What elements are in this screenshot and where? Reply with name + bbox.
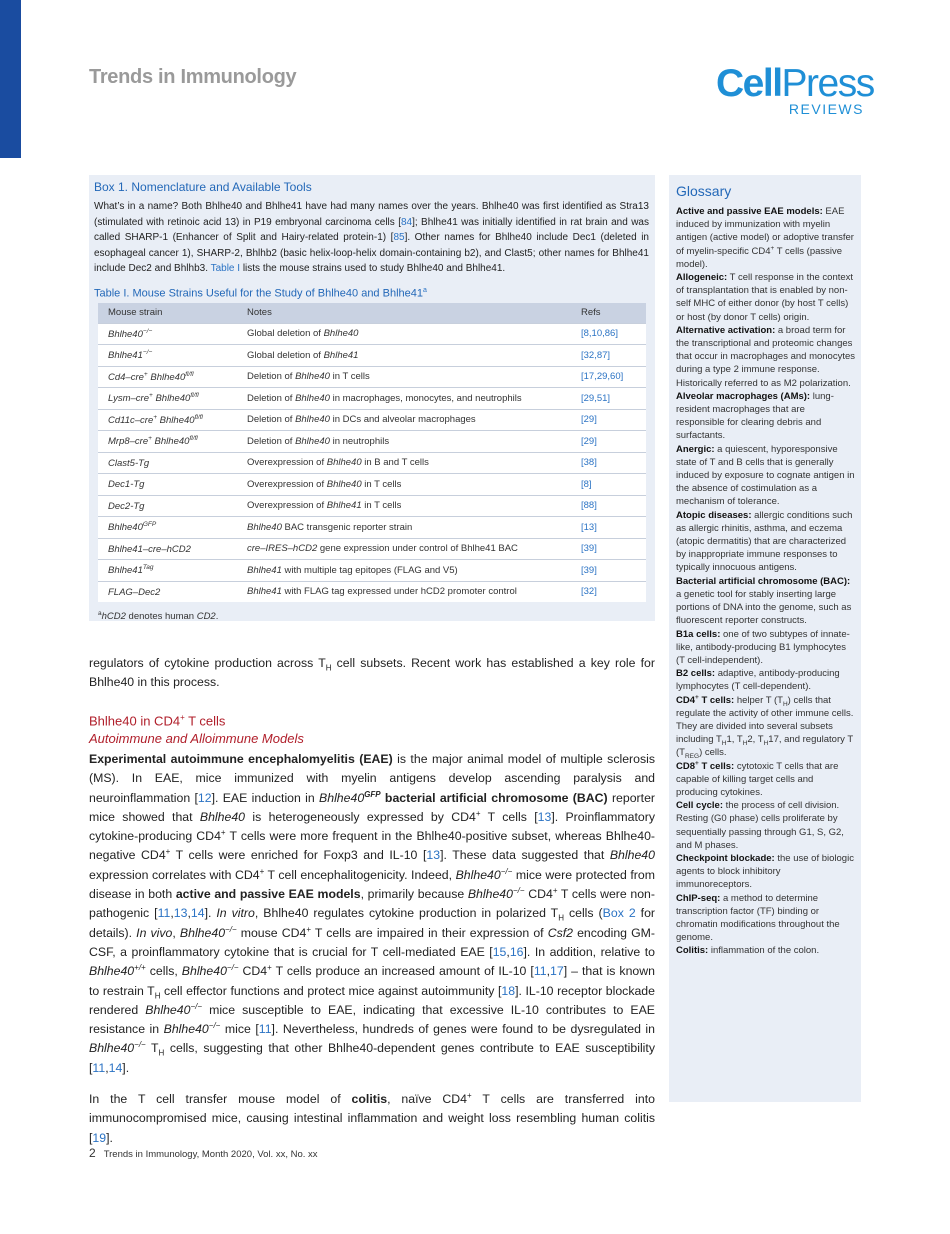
ref-link[interactable]: 17 xyxy=(550,964,564,979)
refs-cell[interactable]: [13] xyxy=(571,517,646,539)
text-run: CD8 xyxy=(676,760,696,772)
text-run: H xyxy=(721,740,727,748)
text-run: Bacterial artificial chromosome (BAC): xyxy=(676,575,851,587)
text-run: adaptive, antibody-producing lymphocytes (T cell-dependent). xyxy=(676,668,840,693)
text-run: GFP xyxy=(364,789,381,799)
text-run: + xyxy=(695,693,699,701)
text-run: + xyxy=(695,759,699,767)
ref-link[interactable]: 12 xyxy=(197,790,212,805)
text-run: ) cells. xyxy=(699,747,727,759)
text-run: Alveolar macrophages (AMs): xyxy=(676,390,811,402)
notes-cell: Deletion of Bhlhe40 in neutrophils xyxy=(237,431,571,453)
text-run: Bhlhe40 xyxy=(609,848,655,863)
text-run: +/+ xyxy=(134,963,146,973)
text-run: , xyxy=(187,906,191,921)
glossary-entry xyxy=(676,799,855,852)
text-run: + xyxy=(165,847,171,857)
text-run: + xyxy=(259,866,265,876)
text-run: inflammation of the colon. xyxy=(708,945,820,957)
glossary-entry xyxy=(676,205,855,271)
text-run: T cells (passive model). xyxy=(676,245,843,270)
text-run: + xyxy=(475,808,481,818)
text-run: + xyxy=(467,1090,472,1100)
text-run: for details). xyxy=(89,906,656,940)
table-row xyxy=(98,517,646,539)
text-run: , Bhlhe40 regulates cytokine production in polarized T xyxy=(254,906,559,921)
ref-link[interactable]: Box 2 xyxy=(602,906,636,921)
table-row xyxy=(98,431,646,453)
text-run: , xyxy=(105,1060,109,1075)
text-run: T cells: xyxy=(698,694,735,706)
strain-cell: $Bhlhe41^{Tag}$ xyxy=(98,560,237,582)
table-row xyxy=(98,345,646,367)
text-run: B2 cells: xyxy=(676,668,716,680)
table-footnote-mark[interactable]: a xyxy=(422,286,427,294)
text-run: CD4 xyxy=(238,964,268,979)
notes-cell: Global deletion of Bhlhe40 xyxy=(237,323,571,345)
text-run: −/− xyxy=(513,885,525,895)
refs-cell[interactable]: [38] xyxy=(571,452,646,474)
page-number: 2 xyxy=(89,1146,96,1160)
logo-cell-text: Cell xyxy=(716,62,782,105)
text-run: CD4 xyxy=(524,887,553,902)
refs-cell[interactable]: [39] xyxy=(571,560,646,582)
text-run: Alternative activation: xyxy=(676,324,776,336)
text-run: ]. In addition, relative to xyxy=(523,944,655,959)
table-header-row xyxy=(98,303,646,324)
text-run: is heterogeneously expressed by CD4 xyxy=(245,809,476,824)
refs-cell[interactable]: [29,51] xyxy=(571,388,646,410)
text-run: H xyxy=(742,740,748,748)
text-run: a quiescent, hyporesponsive state of T and B cells that is generally induced by exposure to cognate antigen in the absence of costimulation as a mechanism of tolerance. xyxy=(676,443,855,508)
refs-cell[interactable]: [8,10,86] xyxy=(571,323,646,345)
glossary-entry xyxy=(676,852,855,892)
text-run: −/− xyxy=(226,963,239,973)
text-run: ]. xyxy=(204,906,217,921)
text-run: Csf2 xyxy=(547,925,573,940)
strain-cell: $Bhlhe40^{GFP}$ xyxy=(98,517,237,539)
table-row xyxy=(98,538,646,560)
glossary-entry xyxy=(676,944,855,957)
cellpress-logo-wordmark xyxy=(716,62,874,105)
text-run: a broad term for the transcriptional and proteomic changes that occur in macrophages and monocytes during a type 2 immune response. Historically referred to as M2 polarization. xyxy=(676,324,856,389)
subsection-heading: Autoimmune and Alloimmune Models xyxy=(89,731,304,746)
glossary-panel xyxy=(669,175,861,1102)
refs-cell[interactable]: [17,29,60] xyxy=(571,366,646,388)
text-run: Checkpoint blockade: xyxy=(676,852,775,864)
text-run: mice susceptible to EAE, indicating that excessive IL-10 contributes to EAE resistance in xyxy=(89,1002,656,1037)
table-link[interactable]: Table I xyxy=(210,263,241,275)
strain-cell: Dec1-Tg xyxy=(98,474,237,496)
text-run: bacterial artificial chromosome (BAC) xyxy=(380,790,608,805)
text-run: Bhlhe40 xyxy=(467,887,513,902)
text-run: Bhlhe40 xyxy=(455,867,501,882)
eae-paragraph xyxy=(89,750,655,1078)
text-run: H xyxy=(782,700,788,708)
text-run: 2, T xyxy=(747,734,764,746)
strain-cell: Dec2-Tg xyxy=(98,495,237,517)
text-run: + xyxy=(306,924,311,934)
table-row xyxy=(98,495,646,517)
text-run: colitis xyxy=(351,1092,388,1106)
text-run: ]. These data suggested that xyxy=(440,848,610,863)
text-run: 17, and regulatory T (T xyxy=(676,734,853,759)
notes-cell: Deletion of Bhlhe40 in macrophages, monocytes, and neutrophils xyxy=(237,388,571,410)
logo-press-text: Press xyxy=(781,62,874,105)
text-run: Active and passive EAE models: xyxy=(676,206,823,217)
text-run: the use of biologic agents to block inhibitory immunoreceptors. xyxy=(676,852,854,891)
ref-link[interactable]: 11 xyxy=(258,1022,272,1037)
ref-link[interactable]: 11 xyxy=(157,906,171,921)
refs-cell[interactable]: [88] xyxy=(571,495,646,517)
text-run: T cell response in the context of transplantation that is enabled by non-self MHC of either donor (by host T cells) or host (by donor T cells) origin. xyxy=(676,272,854,323)
glossary-entry xyxy=(676,271,855,324)
notes-cell: Overexpression of Bhlhe41 in T cells xyxy=(237,495,571,517)
table-title: Table I. Mouse Strains Useful for the Study of Bhlhe40 and Bhlhe41$^a$ xyxy=(94,286,427,300)
text-run: Bhlhe40 xyxy=(163,1022,209,1037)
glossary-entry xyxy=(676,324,855,390)
text-run: cell effector functions and protect mice against autoimmunity [ xyxy=(160,983,502,998)
text-run: + xyxy=(770,244,775,252)
text-run: Experimental autoimmune encephalomyelitis (EAE) xyxy=(89,752,393,766)
text-run: H xyxy=(558,913,564,923)
text-run: mouse CD4 xyxy=(236,925,307,940)
text-run: active and passive EAE models xyxy=(175,887,361,902)
text-run: Bhlhe40 xyxy=(319,790,365,805)
glossary-entry xyxy=(676,892,855,945)
journal-color-bar xyxy=(0,0,21,158)
ref-link[interactable]: 16 xyxy=(509,944,524,959)
text-run: −/− xyxy=(500,866,513,876)
glossary-entry xyxy=(676,443,855,509)
text-run: , naïve CD4 xyxy=(387,1092,468,1106)
table-row xyxy=(98,452,646,474)
glossary-entry xyxy=(676,575,855,628)
text-run: Cell cycle: xyxy=(676,800,723,812)
text-run: T cells [ xyxy=(480,809,538,824)
text-run: In vitro xyxy=(216,906,255,921)
text-run: In the T cell transfer mouse model of xyxy=(89,1092,352,1106)
table-row xyxy=(98,560,646,582)
glossary-entry xyxy=(676,509,855,575)
ref-link[interactable]: 13 xyxy=(426,848,441,863)
text-run: ]. Nevertheless, hundreds of genes were found to be dysregulated in xyxy=(271,1022,656,1037)
text-run: T cells are transferred into immunocompromised mice, causing intestinal inflammation and weight loss resembling human colitis [ xyxy=(89,1092,656,1145)
text-run: cells, suggesting that other Bhlhe40-dependent genes contribute to EAE susceptibility [ xyxy=(89,1041,655,1075)
table-row xyxy=(98,366,646,388)
text-run: ]. EAE induction in xyxy=(211,790,320,805)
text-run: mice [ xyxy=(220,1022,259,1037)
ref-link[interactable]: 11 xyxy=(533,964,547,979)
ref-link[interactable]: 13 xyxy=(173,906,188,921)
box1-paragraph: What’s in a name? Both Bhlhe40 and Bhlhe41 have had many names over the years. Bhlhe40 was first identified as Stra13 (stimulated with retinoic acid 13) in P19 embryonal carcinoma cells [84]; Bhlhe41 was initially identified in rat brain and was called SHARP-1 (Enhancer of Split and Hairy-related protein-1) [85]. Other names for Bhlhe40 include Dec1 (deleted in esophageal cancer 1), SHARP-2, Bhlhb2 (basic helix-loop-helix domain-containing b2), and Clast5; other names for Bhlhe41 include Dec2 and Bhlhb3. Table I lists the mouse strains used to study Bhlhe40 and Bhlhe41. xyxy=(94,201,649,275)
glossary-title: Glossary xyxy=(676,183,732,199)
text-run: H xyxy=(763,740,769,748)
ref-link[interactable]: 14 xyxy=(190,906,205,921)
strain-cell: Cd11c–cre+ $Bhlhe40^{fl/fl}$ xyxy=(98,409,237,431)
text-run: cells, xyxy=(145,964,182,979)
text-run: cytotoxic T cells that are capable of killing target cells and producing cytokines. xyxy=(676,760,839,798)
text-run: ]. xyxy=(122,1060,130,1075)
text-run: cells ( xyxy=(563,906,603,921)
text-run: EAE induced by immunization with myelin antigen (active model) or adoptive transfer of myelin-specific CD4 xyxy=(676,206,854,257)
notes-cell: Bhlhe40 BAC transgenic reporter strain xyxy=(237,517,571,539)
text-run: Atopic diseases: xyxy=(676,509,752,521)
table-row xyxy=(98,323,646,345)
glossary-entry xyxy=(676,667,855,693)
refs-cell[interactable]: [39] xyxy=(571,538,646,560)
table-row xyxy=(98,409,646,431)
text-run: a method to determine transcription factor (TF) binding or chromatin modifications throughout the genome. xyxy=(676,892,840,944)
text-run: lung-resident macrophages that are responsible for clearing debris and surfactants. xyxy=(676,390,834,442)
colitis-paragraph xyxy=(89,1090,655,1148)
section-heading: Bhlhe40 in CD4+ T cells xyxy=(89,713,226,729)
text-run: Anergic: xyxy=(676,443,715,455)
text-run: In vivo xyxy=(136,925,173,940)
text-run: Bhlhe40 xyxy=(89,1041,135,1056)
mouse-strains-table xyxy=(98,303,646,603)
glossary-entry xyxy=(676,694,855,760)
text-run: helper T (T xyxy=(734,694,783,706)
text-run: H xyxy=(158,1048,165,1058)
text-run: one of two subtypes of innate-like, antibody-producing B1 lymphocytes (T cell-independent). xyxy=(676,628,850,666)
strain-cell: Mrp8–cre+ $Bhlhe40^{fl/fl}$ xyxy=(98,431,237,453)
text-run: + xyxy=(220,828,226,838)
strain-cell: FLAG–Dec2 xyxy=(98,581,237,602)
text-run: CD4 xyxy=(676,694,696,706)
ref-link[interactable]: 19 xyxy=(92,1130,107,1145)
col-header-refs: Refs xyxy=(571,303,646,324)
strain-cell: Bhlhe40−/− xyxy=(98,323,237,345)
text-run: Colitis: xyxy=(676,945,709,957)
text-run: encoding GM-CSF, a proinflammatory cytokine that is crucial for T cell-mediated EAE [ xyxy=(89,925,655,959)
notes-cell: Bhlhe41 with FLAG tag expressed under hCD2 promoter control xyxy=(237,581,571,602)
notes-cell: cre–IRES–hCD2 gene expression under control of Bhlhe41 BAC xyxy=(237,538,571,560)
refs-cell[interactable]: [8] xyxy=(571,474,646,496)
text-run: H xyxy=(154,991,161,1001)
text-run: the process of cell division. Resting (G0 phase) cells proliferate by sequentially passing through G1, S, G2, and M phases. xyxy=(676,800,844,851)
text-run: allergic conditions such as allergic rhinitis, asthma, and eczema (atopic dermatitis) that are characterized by inappropriate immune responses to typically innocuous antigens. xyxy=(676,509,853,574)
strain-cell: Bhlhe41–cre–hCD2 xyxy=(98,538,237,560)
text-run: + xyxy=(267,963,272,973)
notes-cell: Global deletion of Bhlhe41 xyxy=(237,345,571,367)
cellpress-logo[interactable] xyxy=(716,62,874,117)
text-run: , xyxy=(546,964,550,979)
text-run: T cells: xyxy=(698,760,735,772)
refs-cell[interactable]: [29] xyxy=(571,431,646,453)
notes-cell: Overexpression of Bhlhe40 in T cells xyxy=(237,474,571,496)
ref-link[interactable]: 18 xyxy=(501,983,516,998)
text-run: B1a cells: xyxy=(676,628,721,640)
notes-cell: Bhlhe41 with multiple tag epitopes (FLAG and V5) xyxy=(237,560,571,582)
ref-link[interactable]: 13 xyxy=(537,809,552,824)
footer-citation: Trends in Immunology, Month 2020, Vol. xx, No. xx xyxy=(103,1149,318,1160)
notes-cell: Overexpression of Bhlhe40 in B and T cells xyxy=(237,452,571,474)
text-run: Bhlhe40 xyxy=(199,809,246,824)
text-run: T cells were more frequent in the Bhlhe40-positive subset, whereas Bhlhe40-negative CD4 xyxy=(89,829,656,863)
text-run: Bhlhe40 xyxy=(145,1002,191,1017)
text-run: , primarily because xyxy=(360,887,468,902)
text-run: , xyxy=(506,944,510,959)
text-run: , xyxy=(170,906,174,921)
text-run: ]. xyxy=(106,1130,113,1145)
logo-reviews-text: REVIEWS xyxy=(788,101,864,117)
text-run: −/− xyxy=(208,1021,221,1031)
refs-cell[interactable]: [32,87] xyxy=(571,345,646,367)
text-run: ]. IL-10 receptor blockade rendered xyxy=(89,983,655,1017)
text-run: ]. Proinflammatory cytokine-producing CD4 xyxy=(89,809,656,844)
text-run: T cells were non-pathogenic [ xyxy=(89,887,655,921)
ref-link[interactable]: 84 xyxy=(400,216,413,228)
ref-link[interactable]: 14 xyxy=(108,1060,123,1075)
text-run: is the major animal model of multiple sclerosis (MS). In EAE, mice immunized with myelin antigens develop ascending paralysis and neuroinflammation [ xyxy=(89,752,656,805)
text-run: reporter mice showed that xyxy=(89,790,656,824)
text-run: T cells were enriched for Foxp3 and IL-10 [ xyxy=(170,848,427,863)
strain-cell: Cd4–cre+ $Bhlhe40^{fl/fl}$ xyxy=(98,366,237,388)
text-run: ] – that is known to restrain T xyxy=(89,964,655,998)
text-run: expression correlates with CD4 xyxy=(89,867,260,882)
table-row xyxy=(98,581,646,602)
text-run: T cell encephalitogenicity. Indeed, xyxy=(264,867,456,882)
glossary-entry xyxy=(676,628,855,668)
page-footer xyxy=(89,1146,318,1160)
refs-cell[interactable]: [32] xyxy=(571,581,646,602)
notes-cell: Deletion of Bhlhe40 in DCs and alveolar macrophages xyxy=(237,409,571,431)
strain-cell: Clast5-Tg xyxy=(98,452,237,474)
notes-cell: Deletion of Bhlhe40 in T cells xyxy=(237,366,571,388)
text-run: −/− xyxy=(134,1040,146,1050)
table-row xyxy=(98,388,646,410)
col-header-notes: Notes xyxy=(237,303,571,324)
col-header-strain: Mouse strain xyxy=(98,303,237,324)
table-row xyxy=(98,474,646,496)
glossary-entry xyxy=(676,390,855,443)
journal-title: Trends in Immunology xyxy=(89,66,297,88)
text-run: Bhlhe40 xyxy=(181,964,227,979)
text-run: Bhlhe40 xyxy=(179,925,226,940)
text-run: , xyxy=(172,925,180,940)
text-run: T cells are impaired in their expression of xyxy=(311,925,548,940)
table-footnote: $^a$hCD2 denotes human CD2. xyxy=(98,610,219,623)
strain-cell: Lysm–cre+ $Bhlhe40^{fl/fl}$ xyxy=(98,388,237,410)
box1-panel xyxy=(89,175,655,621)
text-run: a genetic tool for stably inserting large portions of DNA into the genome, such as fluorescent reporter constructs. xyxy=(676,588,852,627)
text-run: 1, T xyxy=(726,734,743,746)
ref-link[interactable]: 11 xyxy=(92,1060,106,1075)
intro-paragraph: regulators of cytokine production across $T_H$ cell subsets. Recent work has established a key role for Bhlhe40 in this process. xyxy=(89,656,655,690)
refs-cell[interactable]: [29] xyxy=(571,409,646,431)
text-run: REG xyxy=(684,753,700,761)
text-run: mice were protected from disease in both xyxy=(89,867,655,902)
text-run: + xyxy=(552,885,558,895)
strain-cell: Bhlhe41−/− xyxy=(98,345,237,367)
text-run: Bhlhe40 xyxy=(89,964,135,979)
text-run: −/− xyxy=(225,924,237,934)
text-run: ) cells that regulate the activity of other immune cells. They are divided into several subsets including T xyxy=(676,694,854,746)
ref-link[interactable]: 85 xyxy=(393,232,405,244)
box1-title: Box 1. Nomenclature and Available Tools xyxy=(94,180,312,194)
text-run: −/− xyxy=(190,1001,203,1011)
text-run: T cells produce an increased amount of IL-10 [ xyxy=(271,964,534,979)
ref-link[interactable]: 15 xyxy=(492,944,507,959)
text-run: T xyxy=(145,1041,159,1056)
text-run: ChIP-seq: xyxy=(676,892,721,904)
text-run: Allogeneic: xyxy=(676,272,728,284)
glossary-entry xyxy=(676,760,855,800)
